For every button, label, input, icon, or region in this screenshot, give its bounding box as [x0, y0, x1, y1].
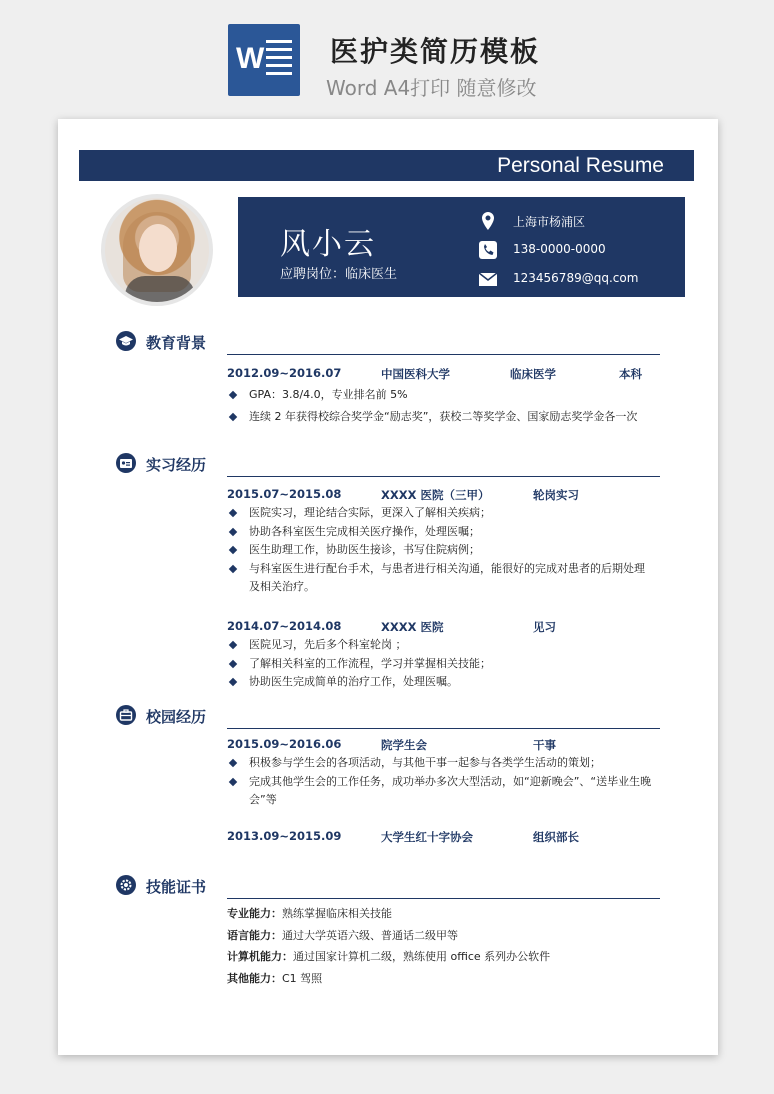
section-title: 校园经历	[146, 708, 207, 726]
entry-date: 2015.09~2016.06	[227, 737, 342, 751]
briefcase-icon	[116, 705, 136, 725]
skill-value: C1 驾照	[282, 971, 323, 985]
section-title: 技能证书	[146, 878, 207, 896]
list-item: 协助各科室医生完成相关医疗操作，处理医嘱；	[227, 523, 652, 542]
graduation-cap-icon	[116, 331, 136, 351]
entry-org: 中国医科大学	[381, 367, 450, 381]
phone-icon	[478, 240, 498, 260]
section-divider	[227, 898, 660, 899]
skill-value: 通过大学英语六级、普通话二级甲等	[282, 928, 458, 942]
list-item: 医院实习，理论结合实际，更深入了解相关疾病；	[227, 504, 652, 523]
banner-title: Personal Resume	[497, 154, 664, 177]
template-subtitle: Word A4打印 随意修改	[326, 76, 537, 100]
resume-sheet	[58, 119, 718, 1055]
entry-date: 2013.09~2015.09	[227, 829, 342, 843]
entry-degree: 本科	[619, 367, 642, 381]
location-icon	[478, 211, 498, 231]
list-item: 完成其他学生会的工作任务，成功举办多次大型活动，如“迎新晚会”、“送毕业生晚会”等	[227, 773, 659, 810]
list-item: 医生助理工作，协助医生接诊，书写住院病例；	[227, 541, 652, 560]
entry-role: 组织部长	[533, 830, 579, 844]
section-skills	[116, 875, 660, 985]
section-title: 教育背景	[146, 334, 207, 352]
address-text: 上海市杨浦区	[513, 215, 586, 229]
list-item: 医院见习，先后多个科室轮岗 ；	[227, 636, 667, 655]
skill-label: 其他能力：	[227, 971, 282, 985]
entry-date: 2014.07~2014.08	[227, 619, 342, 633]
section-campus	[116, 705, 660, 844]
internship-bullets	[227, 504, 652, 597]
gear-icon	[116, 875, 136, 895]
skill-value: 熟练掌握临床相关技能	[282, 907, 392, 920]
education-bullets	[227, 386, 667, 426]
entry-org: XXXX 医院（三甲）	[381, 488, 490, 502]
campus-bullets	[227, 754, 659, 810]
entry-role: 干事	[533, 738, 556, 752]
word-logo-letter: W	[236, 42, 265, 75]
entry-date: 2015.07~2015.08	[227, 487, 342, 501]
entry-role: 见习	[533, 620, 556, 634]
list-item	[227, 946, 550, 968]
template-header	[0, 0, 774, 110]
skills-list	[227, 903, 550, 989]
section-divider	[227, 476, 660, 477]
email-text: 123456789@qq.com	[513, 271, 639, 285]
section-divider	[227, 354, 660, 355]
entry-date: 2012.09~2016.07	[227, 366, 342, 380]
list-item	[227, 903, 550, 925]
list-item: 了解相关科室的工作流程，学习并掌握相关技能；	[227, 655, 667, 674]
id-card-icon	[116, 453, 136, 473]
list-item: 与科室医生进行配台手术，与患者进行相关沟通，能很好的完成对患者的后期处理及相关治疗。	[227, 560, 652, 597]
profile-box	[238, 197, 685, 297]
section-divider	[227, 728, 660, 729]
list-item: GPA：3.8/4.0，专业排名前 5%	[227, 386, 667, 405]
skill-label: 语言能力：	[227, 928, 282, 942]
phone-text: 138-0000-0000	[513, 242, 606, 256]
internship-bullets	[227, 636, 667, 692]
candidate-name: 风小云	[280, 227, 376, 262]
skill-label: 计算机能力：	[227, 950, 293, 963]
word-logo-icon	[228, 24, 300, 96]
list-item	[227, 968, 550, 990]
section-internship	[116, 453, 660, 688]
skill-label: 专业能力：	[227, 907, 282, 920]
list-item: 积极参与学生会的各项活动，与其他干事一起参与各类学生活动的策划；	[227, 754, 659, 773]
entry-org: 大学生红十字协会	[381, 830, 473, 844]
entry-org: XXXX 医院	[381, 620, 444, 634]
section-education	[116, 331, 660, 423]
entry-role: 轮岗实习	[533, 488, 579, 502]
resume-banner	[79, 150, 694, 181]
list-item: 协助医生完成简单的治疗工作，处理医嘱。	[227, 673, 667, 692]
list-item	[227, 925, 550, 947]
template-title: 医护类简历模板	[330, 35, 541, 68]
skill-value: 通过国家计算机二级，熟练使用 office 系列办公软件	[293, 950, 551, 963]
avatar	[101, 194, 213, 306]
list-item: 连续 2 年获得校综合奖学金“励志奖”，获校二等奖学金、国家励志奖学金各一次	[227, 408, 667, 427]
entry-org: 院学生会	[381, 738, 427, 752]
entry-role: 临床医学	[510, 367, 556, 381]
email-icon	[478, 269, 498, 289]
section-title: 实习经历	[146, 456, 207, 474]
job-target: 应聘岗位：临床医生	[280, 267, 398, 282]
